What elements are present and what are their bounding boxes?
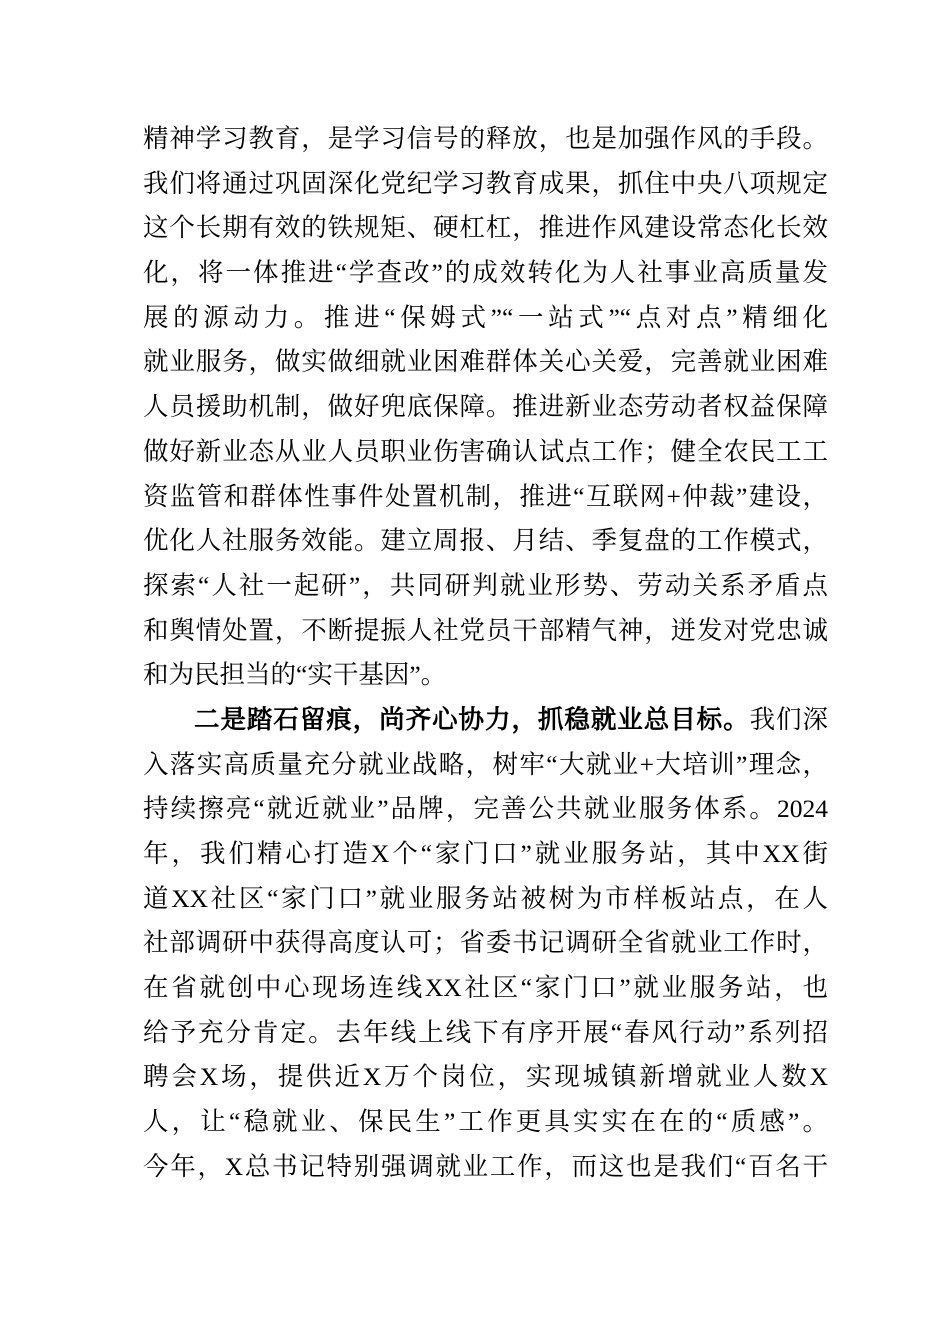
text-line: 就业服务，做实做细就业困难群体关心关爱，完善就业困难 — [143, 347, 828, 377]
text-line: 人员援助机制，做好兜底保障。推进新业态劳动者权益保障 — [143, 392, 828, 422]
text-line: 优化人社服务效能。建立周报、月结、季复盘的工作模式， — [143, 526, 828, 556]
section-two-heading-line — [143, 698, 828, 743]
text-line: 我们将通过巩固深化党纪学习教育成果，抓住中央八项规定 — [143, 168, 828, 198]
section-two-heading: 二是踏石留痕，尚齐心协力，抓稳就业总目标。 — [194, 704, 750, 734]
text-line: 年，我们精心打造X个“家门口”就业服务站，其中XX街 — [143, 839, 828, 868]
paragraph-one-last-line: 和为民担当的“实干基因”。 — [143, 660, 447, 690]
text-line: 展的源动力。推进“保姆式”“一站式”“点对点”精细化 — [143, 302, 828, 332]
text-line: 这个长期有效的铁规矩、硬杠杠，推进作风建设常态化长效 — [143, 213, 828, 243]
text-line: 社部调研中获得高度认可；省委书记调研全省就业工作时， — [143, 928, 828, 958]
text-line: 入落实高质量充分就业战略，树牢“大就业+大培训”理念， — [143, 749, 828, 779]
page-last-line: 今年，X总书记特别强调就业工作，而这也是我们“百名干 — [143, 1151, 828, 1181]
text-line: 化，将一体推进“学查改”的成效转化为人社事业高质量发 — [143, 258, 828, 288]
text-line: 做好新业态从业人员职业伤害确认试点工作；健全农民工工 — [143, 436, 828, 466]
text-line: 人，让“稳就业、保民生”工作更具实实在在的“质感”。 — [143, 1107, 828, 1137]
text-line: 在省就创中心现场连线XX社区“家门口”就业服务站，也 — [143, 973, 828, 1003]
text-line: 聘会X场，提供近X万个岗位，实现城镇新增就业人数X — [143, 1062, 828, 1092]
section-two-body-start: 我们深 — [749, 704, 828, 734]
text-line: 探索“人社一起研”，共同研判就业形势、劳动关系矛盾点 — [143, 570, 828, 600]
text-line: 道XX社区“家门口”就业服务站被树为市样板站点，在人 — [143, 883, 828, 913]
text-line: 精神学习教育，是学习信号的释放，也是加强作风的手段。 — [143, 124, 828, 153]
text-line: 资监管和群体性事件处置机制，推进“互联网+仲裁”建设， — [143, 481, 828, 511]
text-line: 给予充分肯定。去年线上线下有序开展“春风行动”系列招 — [143, 1017, 828, 1047]
document-body-text — [143, 117, 828, 1190]
text-line: 和舆情处置，不断提振人社党员干部精气神，迸发对党忠诚 — [143, 615, 828, 645]
text-line: 持续擦亮“就近就业”品牌，完善公共就业服务体系。2024 — [143, 794, 828, 824]
